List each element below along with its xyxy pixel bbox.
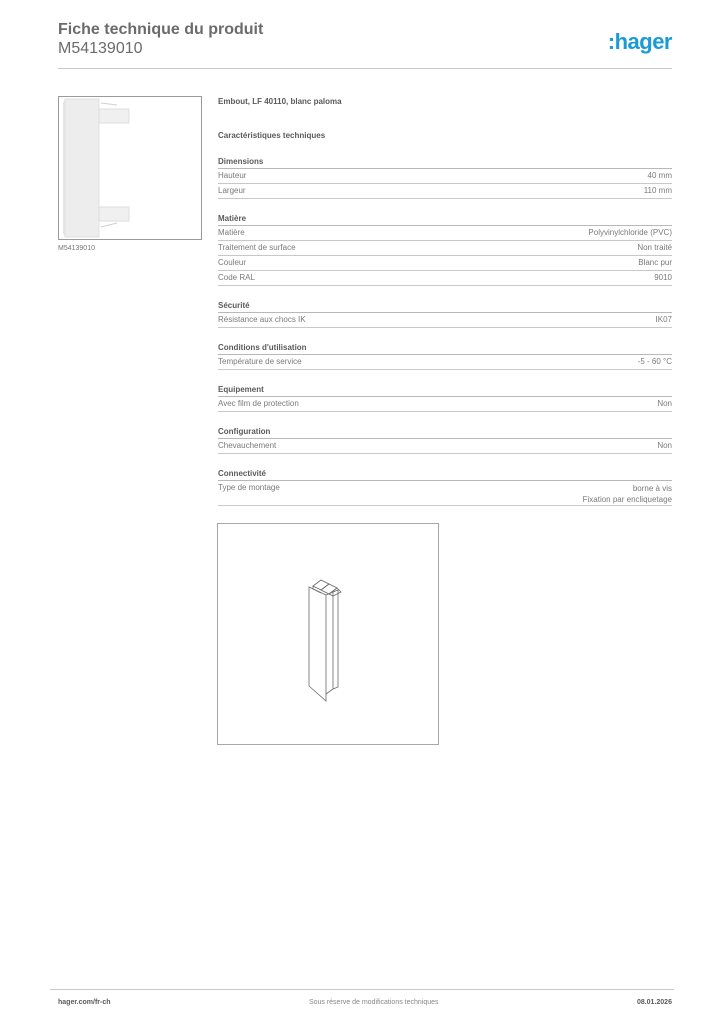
product-photo-icon <box>59 97 201 239</box>
spec-row <box>218 481 672 506</box>
spec-label: Avec film de protection <box>218 399 299 408</box>
page-header <box>58 20 672 58</box>
spec-group-conditions <box>218 342 672 370</box>
spec-value: 40 mm <box>647 171 672 180</box>
group-title: Connectivité <box>218 468 672 481</box>
spec-value: Non <box>657 399 672 408</box>
spec-row <box>218 169 672 184</box>
spec-group-dimensions <box>218 156 672 199</box>
footer-website-link[interactable]: hager.com/fr-ch <box>58 999 111 1006</box>
spec-label: Résistance aux chocs IK <box>218 315 306 324</box>
spec-row <box>218 271 672 286</box>
page-footer <box>58 999 672 1006</box>
spec-value: IK07 <box>655 315 672 324</box>
spec-label: Code RAL <box>218 273 255 282</box>
group-title: Dimensions <box>218 156 672 169</box>
spec-label: Température de service <box>218 357 302 366</box>
spec-row <box>218 439 672 454</box>
spec-label: Couleur <box>218 258 247 267</box>
group-title: Configuration <box>218 426 672 439</box>
line-drawing-icon <box>218 524 438 744</box>
spec-value: Non <box>657 441 672 450</box>
spec-row <box>218 313 672 328</box>
spec-row <box>218 397 672 412</box>
document-title: Fiche technique du produit <box>58 21 264 38</box>
footer-notice: Sous réserve de modifications techniques <box>308 999 439 1006</box>
group-title: Matière <box>218 213 672 226</box>
spec-value: Blanc pur <box>638 258 672 267</box>
footer-divider <box>50 989 674 990</box>
spec-label: Chevauchement <box>218 441 277 450</box>
group-title: Sécurité <box>218 300 672 313</box>
spec-value <box>583 481 672 505</box>
spec-group-equipment <box>218 384 672 412</box>
spec-value: -5 - 60 °C <box>637 357 672 366</box>
spec-group-security <box>218 300 672 328</box>
spec-group-material <box>218 213 672 286</box>
spec-row <box>218 256 672 271</box>
product-photo-caption: M54139010 <box>58 245 95 252</box>
spec-row <box>218 184 672 199</box>
product-photo <box>58 96 202 240</box>
spec-label: Matière <box>218 228 245 237</box>
footer-date: 08.01.2026 <box>636 999 672 1006</box>
spec-value-line: Fixation par encliquetage <box>582 495 672 504</box>
spec-row <box>218 355 672 370</box>
spec-label: Hauteur <box>218 171 247 180</box>
spec-row <box>218 241 672 256</box>
spec-row <box>218 226 672 241</box>
spec-value-line: borne à vis <box>632 484 672 493</box>
group-title: Conditions d'utilisation <box>218 342 672 355</box>
group-title: Equipement <box>218 384 672 397</box>
hager-logo: :hager <box>607 29 672 54</box>
section-title-specs: Caractéristiques techniques <box>218 131 326 140</box>
product-reference: M54139010 <box>58 40 143 57</box>
header-divider <box>58 68 672 69</box>
illustration-drawing <box>217 523 439 745</box>
spec-value: Non traité <box>637 243 672 252</box>
spec-content <box>218 96 672 548</box>
product-name: Embout, LF 40110, blanc paloma <box>218 97 342 106</box>
spec-label: Traitement de surface <box>218 243 296 252</box>
spec-value: 9010 <box>654 273 672 282</box>
spec-label: Type de montage <box>218 483 280 492</box>
spec-value: Polyvinylchloride (PVC) <box>588 228 672 237</box>
spec-group-connectivity <box>218 468 672 506</box>
spec-label: Largeur <box>218 186 246 195</box>
spec-value: 110 mm <box>643 186 672 195</box>
spec-group-configuration <box>218 426 672 454</box>
